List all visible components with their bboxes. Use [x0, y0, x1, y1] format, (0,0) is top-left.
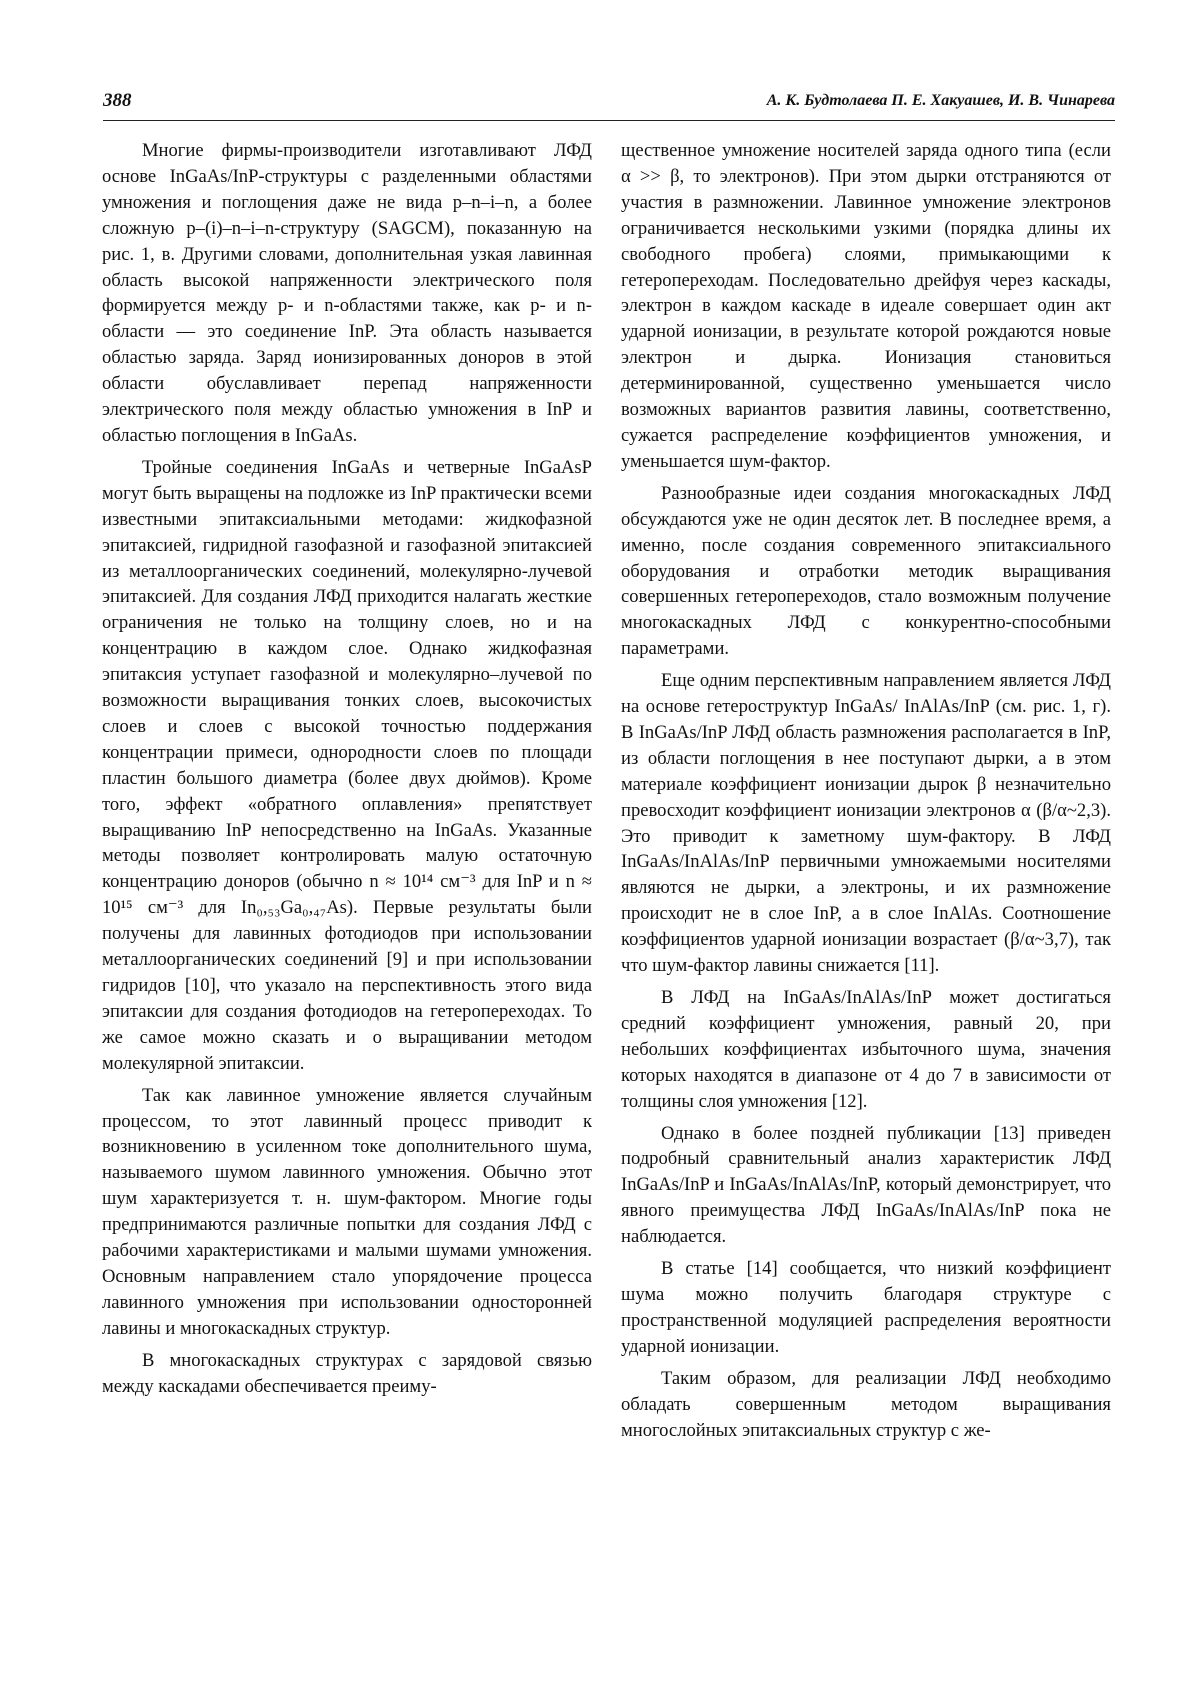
paragraph: В многокаскадных структурах с зарядовой связью между каскадами обеспечивается преиму- — [102, 1349, 592, 1397]
running-header — [103, 88, 1115, 121]
paragraph: Тройные соединения InGaAs и четверные InGaAsP могут быть выращены на подложке из InP практически всеми известными эпитаксиальными методами: жидкофазной эпитаксией, гидридной газофазной и газофазной эпитаксией из металлоорганических соединений, молекулярно-лучевой эпитаксией. Для создания ЛФД приходится налагать жесткие ограничения не только на толщину слоев, но и на концентрацию в каждом слое. Однако жидкофазная эпитаксия уступает газофазной и молекулярно–лучевой по возможности выращивания тонких слоев, высокочистых слоев и слоев с высокой точностью поддержания концентрации примеси, однородности слоев по площади пластин большого диаметра (более двух дюймов). Кроме того, эффект «обратного оплавления» препятствует выращиванию InP непосредственно на InGaAs. Указанные методы позволяет контролировать малую остаточную концентрацию доноров (обычно n ≈ 10¹⁴ см⁻³ для InP и n ≈ 10¹⁵ см⁻³ для In₀,₅₃Ga₀,₄₇As). Первые результаты были получены для лавинных фотодиодов при использовании металлоорганических соединений [9] и при использовании гидридов [10], что указало на перспективность этого вида эпитаксии для создания фотодиодов на гетеропереходах. То же самое можно сказать и о выращивании методом молекулярной эпитаксии. — [102, 456, 592, 1074]
paragraph: Еще одним перспективным направлением является ЛФД на основе гетероструктур InGaAs/ InAlAs/InP (см. рис. 1, г). В InGaAs/InP ЛФД область размножения располагается в InP, из области поглощения в нее поступают дырки, а в этом материале коэффициент ионизации дырок β незначительно превосходит коэффициент ионизации электронов α (β/α~2,3). Это приводит к заметному шум-фактору. В ЛФД InGaAs/InAlAs/InP первичными умножаемыми носителями являются не дырки, а электроны, и их размножение происходит не в слое InP, а в слое InAlAs. Соотношение коэффициентов ударной ионизации возрастает (β/α~3,7), так что шум-фактор лавины снижается [11]. — [621, 670, 1111, 977]
paragraph: Разнообразные идеи создания многокаскадных ЛФД обсуждаются уже не один десяток лет. В последнее время, а именно, после создания современного эпитаксиального оборудования и отработки методик выращивания совершенных гетеропереходов, стало возможным получение многокаскадных ЛФД с конкурентно-способными параметрами. — [621, 482, 1111, 660]
paragraph: Многие фирмы-производители изготавливают ЛФД основе InGaAs/InP-структуры с разделенными областями умножения и поглощения даже не вида p–n–i–n, а более сложную p–(i)–n–i–n-структуру (SAGCM), показанную на рис. 1, в. Другими словами, дополнительная узкая лавинная область высокой напряженности электрического поля формируется между p- и n-областями также, как p- и n-области — это соединение InP. Эта область называется областью заряда. Заряд ионизированных доноров в этой области обуславливает перепад напряженности электрического поля между областью умножения в InP и областью поглощения в InGaAs. — [102, 140, 592, 446]
paragraph: В ЛФД на InGaAs/InAlAs/InP может достигаться средний коэффициент умножения, равный 20, при небольших коэффициентах избыточного шума, значения которых находятся в диапазоне от 4 до 7 в зависимости от толщины слоя умножения [12]. — [621, 987, 1111, 1112]
right-column — [621, 138, 1111, 1449]
paragraph: щественное умножение носителей заряда одного типа (если α >> β, то электронов). При этом дырки отстраняются от участия в размножении. Лавинное умножение электронов ограничивается несколькими узкими (порядка длины их свободного пробега) слоями, примыкающими к гетеропереходам. Последовательно дрейфуя через каскады, электрон в каждом каскаде в идеале совершает один акт ударной ионизации, в результате которой рождаются новые электрон и дырка. Ионизация становиться детерминированной, существенно уменьшается число возможных вариантов развития лавины, соответственно, сужается распределение коэффициентов умножения, и уменьшается шум-фактор. — [621, 140, 1111, 472]
running-header-authors: А. К. Будтолаева П. Е. Хакуашев, И. В. Чинарева — [766, 92, 1115, 109]
paragraph: Так как лавинное умножение является случайным процессом, то этот лавинный процесс приводит к возникновению в усиленном токе дополнительного шума, называемого шумом лавинного умножения. Обычно этот шум характеризуется т. н. шум-фактором. Многие годы предпринимаются различные попытки для создания ЛФД с рабочими характеристиками и малыми шумами умножения. Основным направлением стало упорядочение процесса лавинного умножения при использовании односторонней лавины и многокаскадных структур. — [102, 1084, 592, 1339]
page-number: 388 — [103, 90, 132, 111]
left-column — [102, 138, 592, 1406]
paragraph: В статье [14] сообщается, что низкий коэффициент шума можно получить благодаря структуре с пространственной модуляцией распределения вероятности ударной ионизации. — [621, 1258, 1111, 1357]
paragraph: Однако в более поздней публикации [13] приведен подробный сравнительный анализ характеристик ЛФД InGaAs/InP и InGaAs/InAlAs/InP, который демонстрирует, что явного преимущества ЛФД InGaAs/InAlAs/InP пока не наблюдается. — [621, 1122, 1111, 1248]
paragraph: Таким образом, для реализации ЛФД необходимо обладать совершенным методом выращивания многослойных эпитаксиальных структур с же- — [621, 1367, 1111, 1441]
